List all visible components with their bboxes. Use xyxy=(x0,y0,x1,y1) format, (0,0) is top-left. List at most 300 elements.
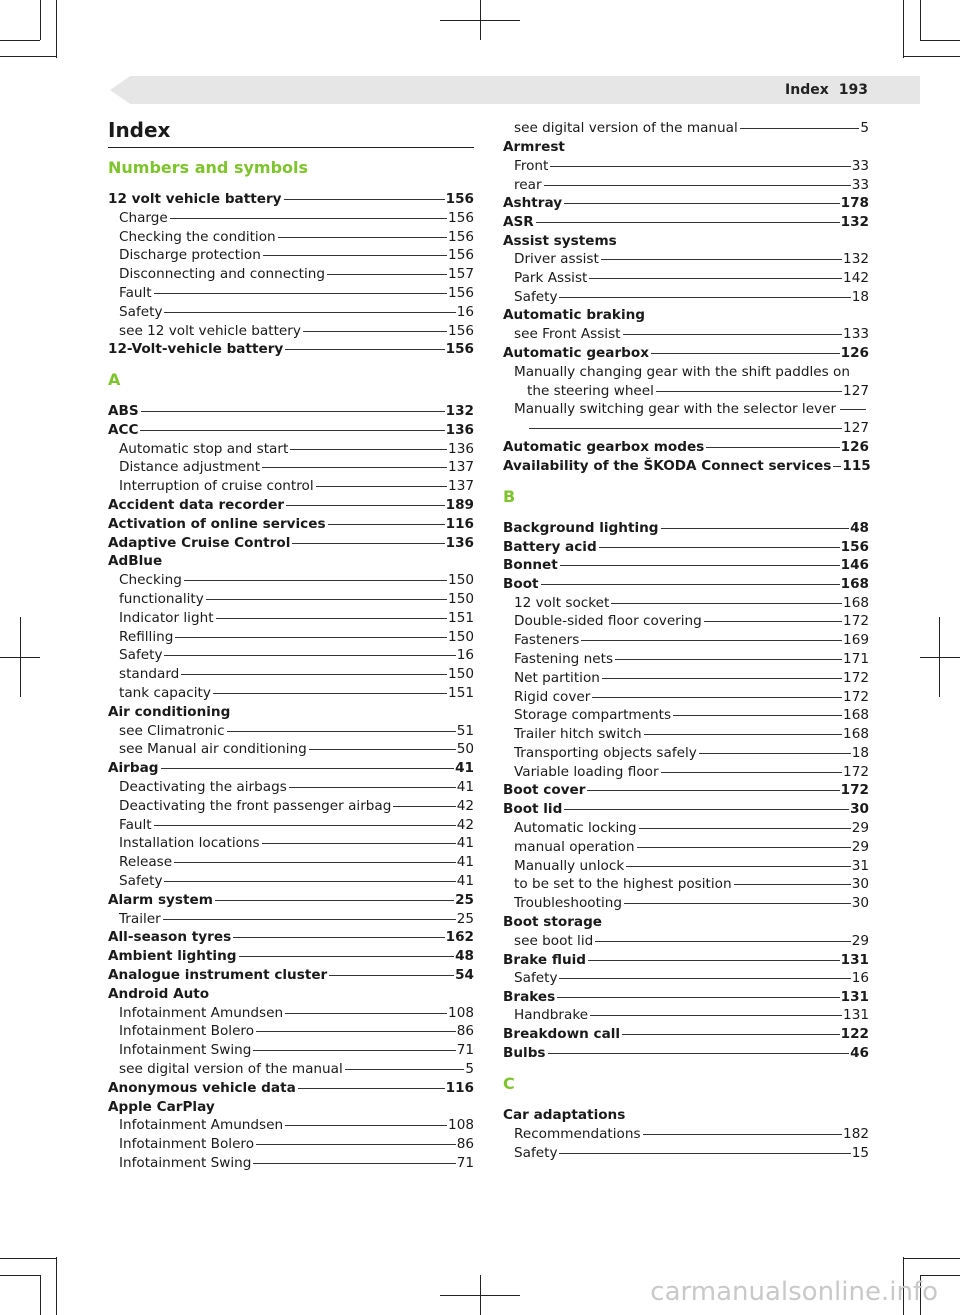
page-ref: 171 xyxy=(843,651,869,667)
entry-label: Park Assist xyxy=(514,270,588,286)
leader-line xyxy=(559,978,850,979)
leader-line xyxy=(564,203,840,204)
entry-label: ABS xyxy=(108,403,139,419)
leader-line xyxy=(253,1163,455,1164)
entry-label: Infotainment Bolero xyxy=(119,1136,255,1153)
page-ref: 156 xyxy=(840,539,869,555)
entry-label: Breakdown call xyxy=(503,1026,621,1042)
entry-label: Activation of online services xyxy=(108,515,326,532)
index-subentry xyxy=(119,1154,474,1173)
index-entry-wrapped-line: Manually changing gear with the shift paddles on xyxy=(514,364,850,380)
entry-label: standard xyxy=(119,666,180,683)
entry-label: Deactivating the front passenger airbag xyxy=(119,797,392,814)
page-ref: 156 xyxy=(445,191,474,207)
index-entry xyxy=(108,402,474,421)
leader-line xyxy=(327,274,447,275)
entry-label: Net partition xyxy=(514,670,600,686)
leader-line xyxy=(163,919,456,920)
entry-label: Refilling xyxy=(119,628,174,645)
page-ref: 132 xyxy=(445,403,474,419)
entry-label: Variable loading floor xyxy=(514,764,659,780)
entry-label: Safety xyxy=(119,873,163,889)
leader-line xyxy=(601,259,842,260)
page-ref: 151 xyxy=(448,609,474,626)
page-ref: 172 xyxy=(840,782,869,798)
page-ref: 41 xyxy=(456,835,474,852)
entry-label: AdBlue xyxy=(108,553,163,570)
index-entry xyxy=(108,985,474,1004)
entry-label: Armrest xyxy=(503,139,565,155)
index-subentry xyxy=(119,684,474,703)
entry-label: rear xyxy=(514,177,542,193)
crop-mark xyxy=(40,1275,41,1315)
index-entry xyxy=(503,1044,869,1063)
entry-label: Availability of the ŠKODA Connect services xyxy=(503,458,832,474)
entry-label: Charge xyxy=(119,209,168,226)
page-ref: 18 xyxy=(851,745,869,761)
leader-line xyxy=(734,884,851,885)
page-ref: 137 xyxy=(448,478,474,495)
index-entry xyxy=(108,496,474,515)
page-ref: 150 xyxy=(448,628,474,645)
entry-label: Manually unlock xyxy=(514,858,625,874)
crop-mark xyxy=(56,0,57,58)
entry-label: Indicator light xyxy=(119,609,214,626)
index-subentry xyxy=(514,157,869,176)
page-ref: 162 xyxy=(445,929,474,946)
leader-line xyxy=(564,809,849,810)
entry-label: Adaptive Cruise Control xyxy=(108,534,291,551)
page-ref: 108 xyxy=(448,1117,474,1134)
index-subentry xyxy=(527,382,869,401)
index-entry-wrapped-line: Manually switching gear with the selector lever xyxy=(514,400,866,419)
index-entry xyxy=(108,966,474,985)
page-ref: 29 xyxy=(851,933,869,949)
index-subentry xyxy=(119,910,474,929)
page-ref: 16 xyxy=(456,303,474,320)
index-subentry xyxy=(119,1022,474,1041)
crop-mark xyxy=(0,40,40,41)
leader-line xyxy=(263,255,447,256)
page-ref: 41 xyxy=(456,854,474,871)
leader-line xyxy=(559,1153,850,1154)
crop-mark xyxy=(480,1275,481,1315)
entry-label: Release xyxy=(119,854,173,871)
leader-line xyxy=(239,956,455,957)
page-ref: 157 xyxy=(448,266,474,283)
entry-label: Boot lid xyxy=(503,801,563,817)
section-heading-b: B xyxy=(503,487,516,506)
entry-label: Safety xyxy=(514,1145,558,1161)
section-heading-numbers: Numbers and symbols xyxy=(108,158,309,177)
entry-label: Battery acid xyxy=(503,539,597,555)
page-ref: 33 xyxy=(851,177,869,193)
entry-label: Infotainment Amundsen xyxy=(119,1004,284,1021)
entry-label: Anonymous vehicle data xyxy=(108,1079,296,1096)
page-ref: 30 xyxy=(851,895,869,911)
crop-mark xyxy=(920,40,960,41)
leader-line xyxy=(292,543,444,544)
index-subentry xyxy=(514,650,869,669)
leader-line xyxy=(590,1015,842,1016)
index-subentry xyxy=(119,797,474,816)
page-ref: 116 xyxy=(445,1079,474,1096)
leader-line xyxy=(233,937,444,938)
page-number: 193 xyxy=(838,82,868,98)
page-ref: 25 xyxy=(456,910,474,927)
entry-label: Infotainment Amundsen xyxy=(119,1117,284,1134)
index-entry xyxy=(503,438,869,457)
page-ref: 178 xyxy=(840,195,869,211)
leader-line xyxy=(174,862,456,863)
index-entry xyxy=(108,1079,474,1098)
page-ref: 131 xyxy=(840,989,869,1005)
index-subentry xyxy=(119,590,474,609)
entry-label: Trailer xyxy=(119,910,161,927)
page-ref: 18 xyxy=(851,289,869,305)
index-entry xyxy=(503,575,869,594)
index-entry xyxy=(503,800,869,819)
entry-label: Background lighting xyxy=(503,520,659,536)
index-entry xyxy=(108,928,474,947)
leader-line xyxy=(550,166,850,167)
entry-label: see Front Assist xyxy=(514,326,621,342)
leader-line xyxy=(599,547,840,548)
crop-mark xyxy=(40,0,41,40)
leader-line xyxy=(615,659,842,660)
leader-line xyxy=(303,331,447,332)
entry-label: Trailer hitch switch xyxy=(514,726,642,742)
index-entry xyxy=(108,703,474,722)
index-subentry xyxy=(119,440,474,459)
leader-line xyxy=(581,640,842,641)
page-ref: 50 xyxy=(456,741,474,758)
page-ref: 133 xyxy=(843,326,869,342)
page-ref: 142 xyxy=(843,270,869,286)
index-entry xyxy=(503,951,869,970)
entry-label: Safety xyxy=(119,647,163,664)
entry-label: Brake fluid xyxy=(503,952,587,968)
page-ref: 150 xyxy=(448,666,474,683)
crop-mark xyxy=(56,1257,57,1315)
entry-label: see Climatronic xyxy=(119,722,225,739)
entry-label: Analogue instrument cluster xyxy=(108,967,328,983)
leader-line xyxy=(256,1144,456,1145)
leader-line xyxy=(154,825,456,826)
header-section: Index xyxy=(785,82,829,98)
leader-line xyxy=(622,1034,840,1035)
index-subentry xyxy=(119,628,474,647)
index-subentry xyxy=(514,763,869,782)
crop-mark xyxy=(920,1275,960,1276)
index-subentry xyxy=(119,646,474,665)
page-ref: 146 xyxy=(840,557,869,573)
crop-mark xyxy=(480,0,481,40)
entry-label: Recommendations xyxy=(514,1126,641,1142)
index-subentry xyxy=(514,857,869,876)
entry-label: Installation locations xyxy=(119,835,260,852)
index-entry xyxy=(503,556,869,575)
page-ref: 150 xyxy=(448,591,474,607)
leader-line xyxy=(215,900,454,901)
leader-line xyxy=(706,447,839,448)
leader-line xyxy=(154,293,447,294)
page-ref: 172 xyxy=(843,764,869,780)
index-subentry xyxy=(514,744,869,763)
entry-label: Fastening nets xyxy=(514,651,614,667)
index-subentry xyxy=(514,119,869,138)
entry-label: Safety xyxy=(514,289,558,305)
leader-line xyxy=(595,941,850,942)
leader-line xyxy=(557,997,839,998)
page-ref: 132 xyxy=(843,251,869,267)
leader-line xyxy=(560,565,840,566)
index-entry xyxy=(503,1025,869,1044)
entry-label: manual operation xyxy=(514,839,635,855)
page-ref: 41 xyxy=(456,779,474,795)
page-ref: 42 xyxy=(456,816,474,833)
entry-label: Android Auto xyxy=(108,985,210,1002)
entry-label: Checking the condition xyxy=(119,228,276,245)
index-subentry xyxy=(514,669,869,688)
entry-label: Automatic locking xyxy=(514,820,637,836)
page-ref: 5 xyxy=(465,1061,474,1077)
index-entry xyxy=(108,759,474,778)
index-subentry xyxy=(119,477,474,496)
leader-line xyxy=(602,678,842,679)
page-ref: 136 xyxy=(448,440,474,457)
index-entry xyxy=(108,947,474,966)
crop-mark xyxy=(903,56,960,57)
leader-line xyxy=(661,772,843,773)
entry-label: Transporting objects safely xyxy=(514,745,697,761)
page-ref: 33 xyxy=(851,158,869,174)
index-subentry xyxy=(119,265,474,284)
leader-line xyxy=(611,603,842,604)
entry-label: Distance adjustment xyxy=(119,459,261,476)
page-ref: 126 xyxy=(840,345,869,361)
page-ref: 136 xyxy=(445,421,474,438)
index-subentry xyxy=(514,288,869,307)
index-subentry xyxy=(514,1144,869,1163)
leader-line xyxy=(644,734,842,735)
entry-label: Boot xyxy=(503,576,539,592)
leader-line xyxy=(704,621,842,622)
leader-line xyxy=(181,674,447,675)
entry-label: see boot lid xyxy=(514,933,594,949)
entry-label: Airbag xyxy=(108,760,159,777)
index-subentry xyxy=(514,325,869,344)
leader-line xyxy=(544,185,851,186)
watermark: carmanualsonline.info xyxy=(650,1277,938,1307)
entry-label: Automatic gearbox modes xyxy=(503,439,705,455)
leader-line xyxy=(175,637,447,638)
index-entry xyxy=(108,891,474,910)
leader-line xyxy=(289,787,456,788)
page-ref: 15 xyxy=(851,1145,869,1161)
entry-label: Driver assist xyxy=(514,251,599,267)
index-entry xyxy=(503,232,869,251)
leader-line xyxy=(626,866,850,867)
page-ref: 54 xyxy=(455,967,474,983)
page-ref: 126 xyxy=(840,439,869,455)
entry-label: Assist systems xyxy=(503,233,617,249)
page-ref: 172 xyxy=(843,613,869,629)
index-subentry xyxy=(514,969,869,988)
page-ref: 122 xyxy=(840,1026,869,1042)
entry-label: Front xyxy=(514,158,549,174)
page-ref: 127 xyxy=(843,420,869,436)
page-title: Index xyxy=(108,118,171,142)
index-subentry xyxy=(119,1004,474,1023)
index-entry xyxy=(503,213,869,232)
page-ref: 168 xyxy=(843,707,869,723)
index-entry xyxy=(108,421,474,440)
page-ref: 29 xyxy=(851,820,869,836)
index-subentry xyxy=(514,725,869,744)
crop-mark xyxy=(0,56,56,57)
entry-label: Ashtray xyxy=(503,195,563,211)
page-ref: 46 xyxy=(850,1045,869,1061)
entry-label: Disconnecting and connecting xyxy=(119,266,325,283)
page-ref: 189 xyxy=(445,497,474,513)
leader-line xyxy=(141,411,445,412)
entry-label: Apple CarPlay xyxy=(108,1098,215,1115)
leader-line xyxy=(592,697,842,698)
entry-label: Ambient lighting xyxy=(108,948,237,965)
leader-line xyxy=(286,505,444,506)
index-subentry xyxy=(119,1135,474,1154)
page-ref: 168 xyxy=(843,595,869,611)
entry-label: Fault xyxy=(119,816,152,833)
leader-line xyxy=(184,580,447,581)
index-subentry xyxy=(119,1041,474,1060)
page-ref: 116 xyxy=(445,515,474,532)
entry-label: 12 volt vehicle battery xyxy=(108,191,282,207)
entry-label: Fault xyxy=(119,285,152,301)
index-entry xyxy=(503,913,869,932)
page-ref: 5 xyxy=(860,120,869,136)
leader-line xyxy=(290,449,447,450)
leader-line xyxy=(699,753,851,754)
index-entry xyxy=(503,538,869,557)
entry-label: Boot cover xyxy=(503,782,586,798)
page-ref: 51 xyxy=(456,722,474,739)
entry-label: see 12 volt vehicle battery xyxy=(119,322,301,339)
page-ref: 108 xyxy=(448,1004,474,1021)
index-entry xyxy=(503,781,869,800)
leader-line xyxy=(329,975,454,976)
leader-line xyxy=(740,128,860,129)
entry-label: Checking xyxy=(119,572,182,589)
page-ref: 86 xyxy=(456,1136,474,1153)
leader-line xyxy=(639,828,851,829)
leader-line xyxy=(164,655,455,656)
page-ref: 30 xyxy=(850,801,869,817)
index-subentry xyxy=(514,594,869,613)
page-ref: 131 xyxy=(840,952,869,968)
entry-label: Automatic braking xyxy=(503,307,646,323)
index-subentry xyxy=(514,875,869,894)
page-ref: 41 xyxy=(455,760,474,777)
index-entry xyxy=(108,340,474,359)
crop-mark xyxy=(0,1258,56,1259)
index-entry xyxy=(503,194,869,213)
title-divider xyxy=(108,147,474,148)
index-subentry xyxy=(119,778,474,797)
index-subentry xyxy=(119,458,474,477)
index-subentry xyxy=(514,631,869,650)
page-ref: 132 xyxy=(840,214,869,230)
index-subentry xyxy=(119,303,474,322)
leader-line xyxy=(262,467,447,468)
index-entry xyxy=(503,1106,869,1125)
page-ref: 168 xyxy=(840,576,869,592)
entry-label: Infotainment Bolero xyxy=(119,1023,255,1040)
leader-line xyxy=(213,693,447,694)
page-ref: 31 xyxy=(851,858,869,874)
entry-label: Storage compartments xyxy=(514,707,672,723)
index-subentry xyxy=(119,571,474,590)
entry-label: the steering wheel xyxy=(527,383,654,399)
index-entry xyxy=(503,138,869,157)
entry-label: Automatic gearbox xyxy=(503,345,649,361)
index-subentry xyxy=(119,816,474,835)
index-subentry xyxy=(119,1116,474,1135)
page-ref: 48 xyxy=(455,948,474,965)
page-ref: 131 xyxy=(843,1007,869,1023)
index-subentry xyxy=(514,1125,869,1144)
index-subentry xyxy=(514,250,869,269)
leader-line xyxy=(588,960,840,961)
entry-label: ASR xyxy=(503,214,534,230)
crop-mark xyxy=(920,0,921,40)
entry-label: Automatic stop and start xyxy=(119,440,289,457)
leader-line xyxy=(164,312,455,313)
index-entry xyxy=(503,344,869,363)
crop-mark xyxy=(0,657,40,658)
page-ref: 136 xyxy=(445,534,474,551)
leader-line xyxy=(140,430,444,431)
entry-label: see digital version of the manual xyxy=(119,1061,343,1077)
crop-mark xyxy=(903,0,904,58)
running-header xyxy=(775,82,868,98)
index-subentry xyxy=(514,819,869,838)
page-ref: 86 xyxy=(456,1023,474,1040)
leader-line xyxy=(161,768,455,769)
page-ref: 156 xyxy=(445,341,474,358)
section-heading-a: A xyxy=(108,370,121,389)
crop-mark xyxy=(0,1275,40,1276)
leader-line xyxy=(285,1013,447,1014)
page-ref: 172 xyxy=(843,689,869,705)
index-entry xyxy=(503,988,869,1007)
page-ref: 71 xyxy=(456,1155,474,1171)
page-ref: 29 xyxy=(851,839,869,855)
page-ref: 156 xyxy=(448,285,474,301)
entry-label: Rigid cover xyxy=(514,689,591,705)
leader-line xyxy=(345,1069,465,1070)
index-entry xyxy=(108,190,474,209)
index-subentry xyxy=(119,740,474,759)
entry-label: Interruption of cruise control xyxy=(119,478,314,495)
leader-line xyxy=(285,349,444,350)
leader-line xyxy=(673,715,842,716)
leader-line xyxy=(529,428,842,429)
leader-line xyxy=(256,1031,456,1032)
leader-line xyxy=(536,222,840,223)
entry-label: Alarm system xyxy=(108,891,213,908)
